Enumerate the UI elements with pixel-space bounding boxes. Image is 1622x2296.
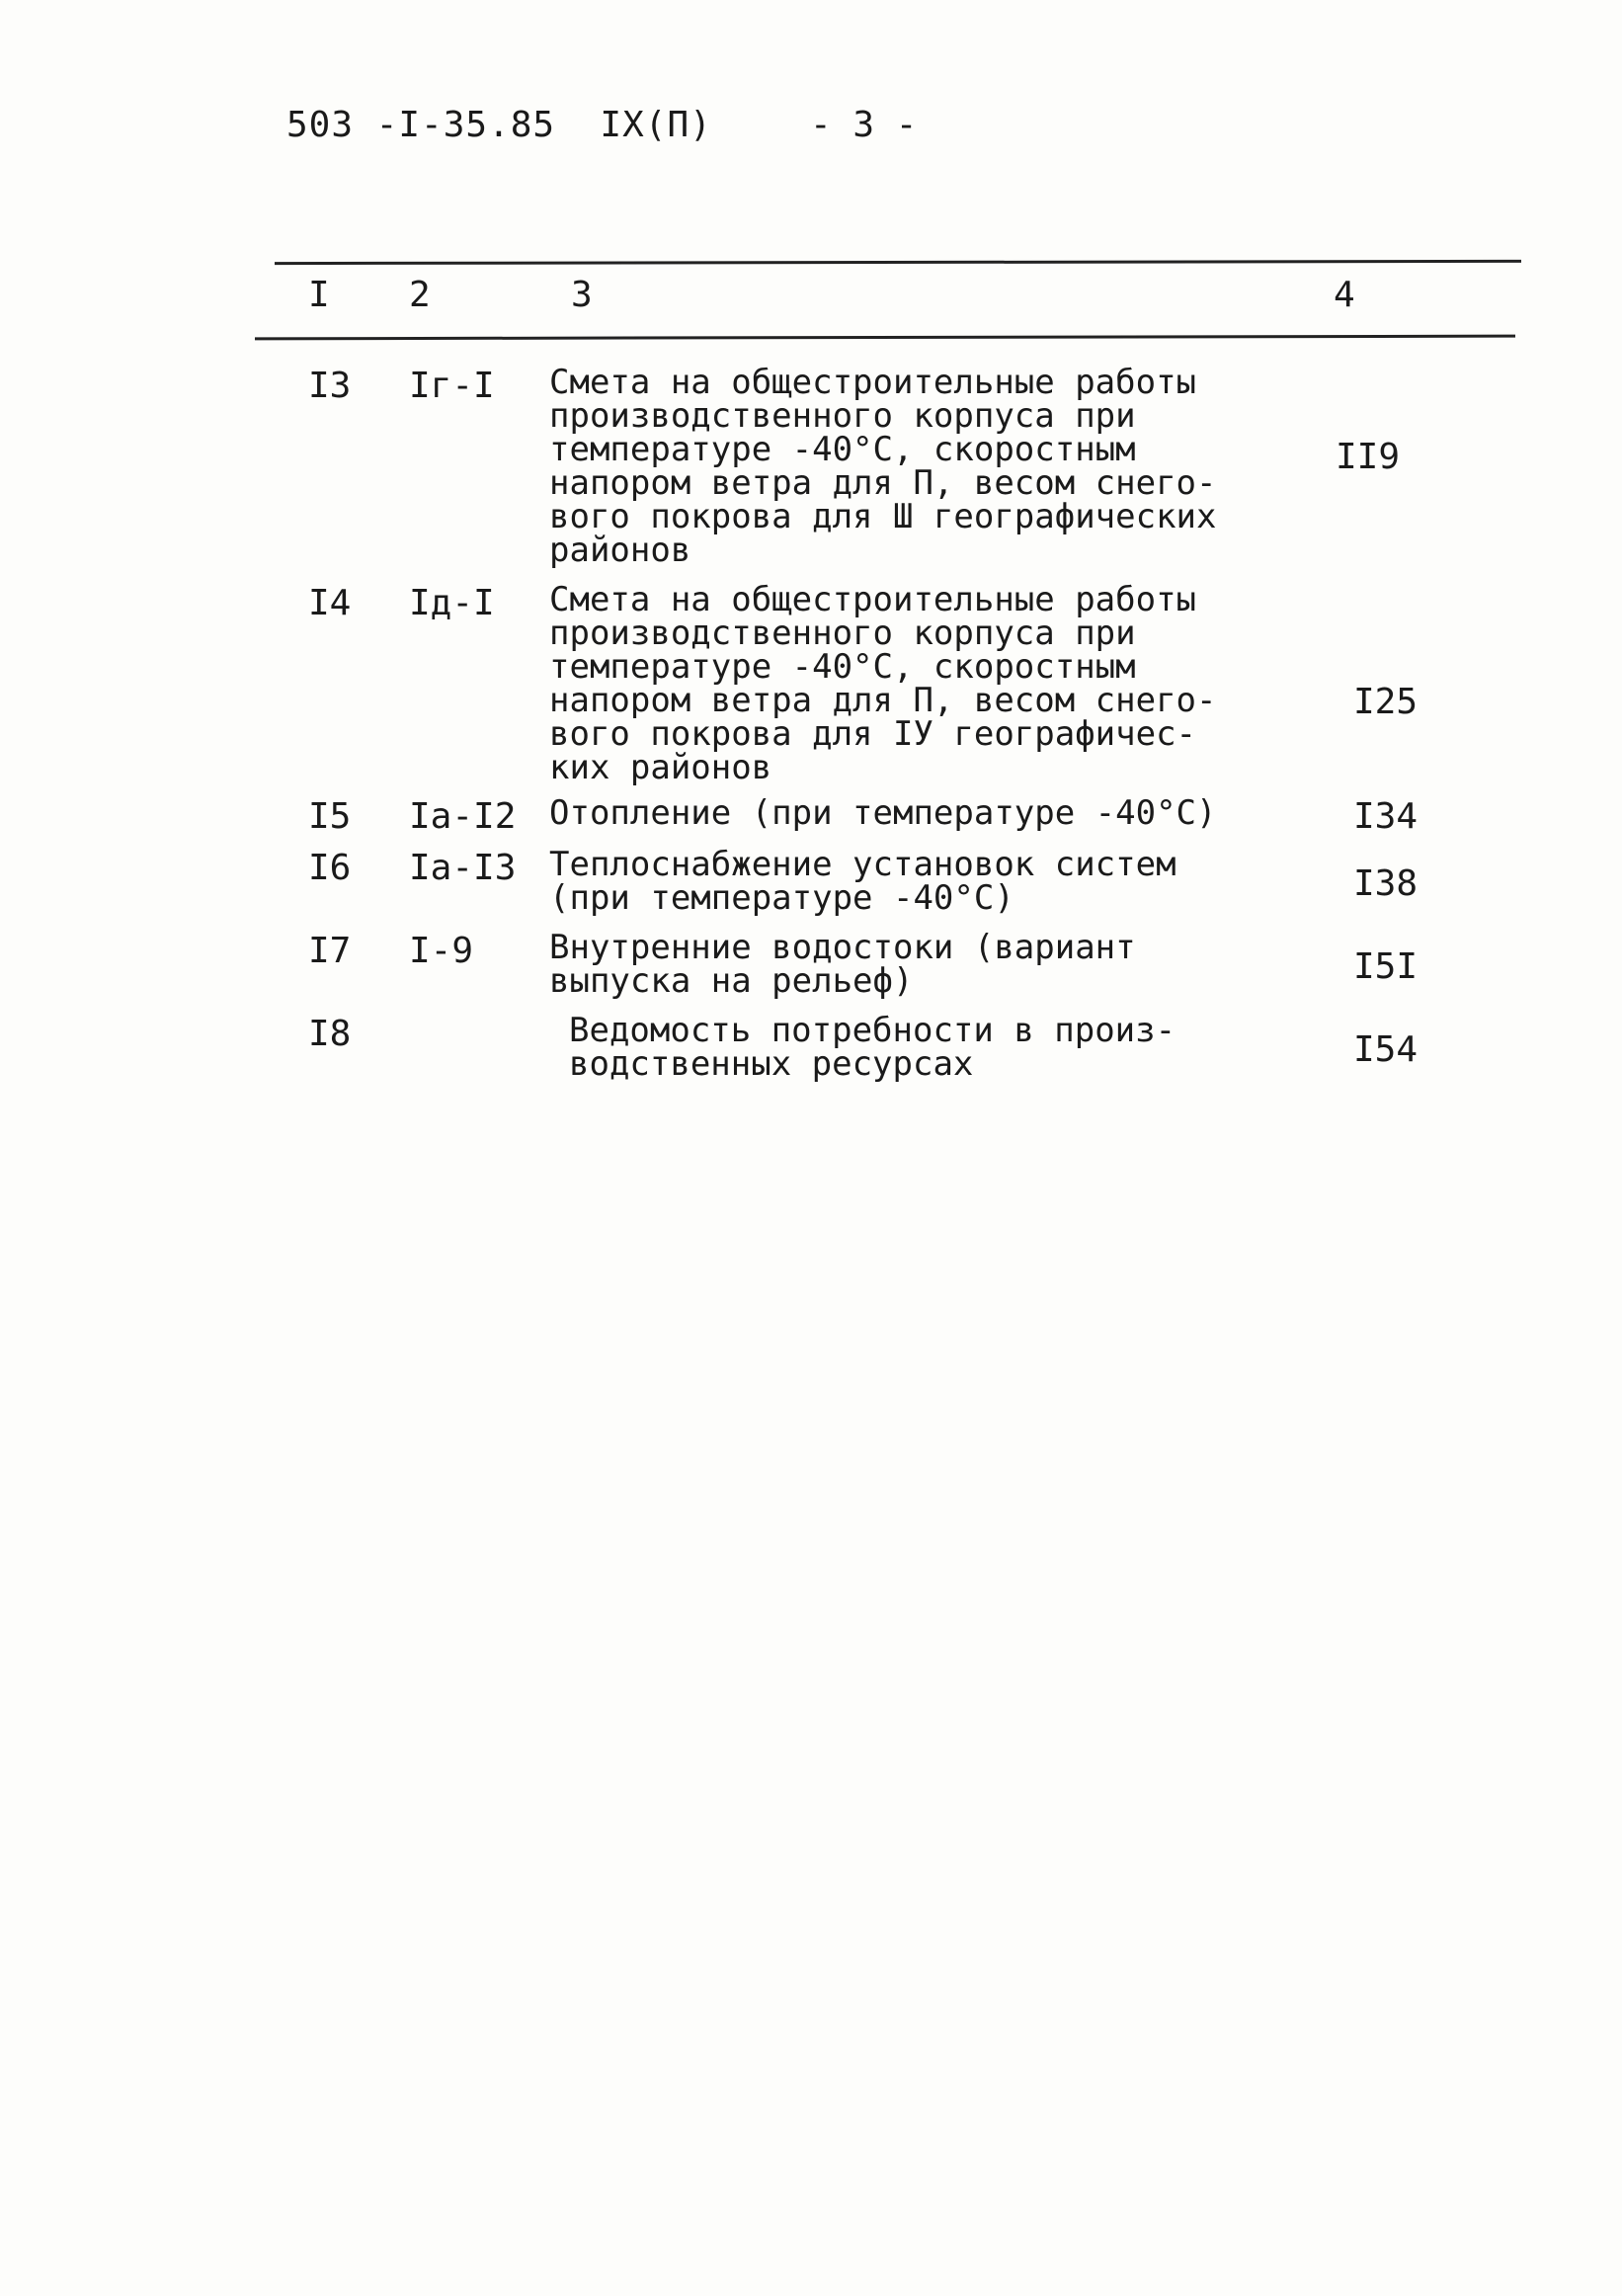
row-page: I38	[1353, 863, 1419, 904]
row-code: Iа-I2	[409, 796, 517, 837]
row-code: Iа-I3	[409, 848, 517, 888]
row-number: I6	[308, 848, 352, 888]
column-header-3: 3	[571, 275, 593, 315]
row-number: I3	[308, 366, 352, 406]
page-number: - 3 -	[810, 105, 918, 145]
row-number: I4	[308, 583, 352, 623]
row-page: I25	[1353, 682, 1419, 722]
column-header-4: 4	[1334, 275, 1355, 315]
row-title: Теплоснабжение установок систем (при температуре -40°С)	[549, 845, 1176, 918]
row-number: I8	[308, 1014, 352, 1054]
row-page: I54	[1353, 1029, 1419, 1070]
row-code: I-9	[409, 931, 474, 971]
row-number: I5	[308, 796, 352, 837]
table-header-rule	[255, 335, 1515, 341]
table-top-rule	[275, 260, 1521, 265]
row-title: Смета на общестроительные работы производственного корпуса при температуре -40°С, скоростным напором ветра для П, весом снего- вого покрова для Ш географических районов	[549, 363, 1217, 570]
row-number: I7	[308, 931, 352, 971]
row-code: Iг-I	[409, 366, 495, 406]
row-page: II9	[1336, 437, 1401, 477]
column-header-2: 2	[409, 275, 431, 315]
row-title: Отопление (при температуре -40°С)	[549, 793, 1217, 833]
row-title: Внутренние водостоки (вариант выпуска на рельеф)	[549, 928, 1136, 1001]
row-title: Ведомость потребности в произ- водственных ресурсах	[569, 1011, 1176, 1084]
row-code: Iд-I	[409, 583, 495, 623]
row-page: I34	[1353, 796, 1419, 837]
column-header-1: I	[308, 275, 330, 315]
row-page: I5I	[1353, 946, 1419, 987]
row-title: Смета на общестроительные работы производственного корпуса при температуре -40°С, скоростным напором ветра для П, весом снего- вого покрова для IУ географичес- ких районов	[549, 580, 1217, 787]
document-code: 503 -I-35.85 IX(П)	[286, 105, 712, 145]
